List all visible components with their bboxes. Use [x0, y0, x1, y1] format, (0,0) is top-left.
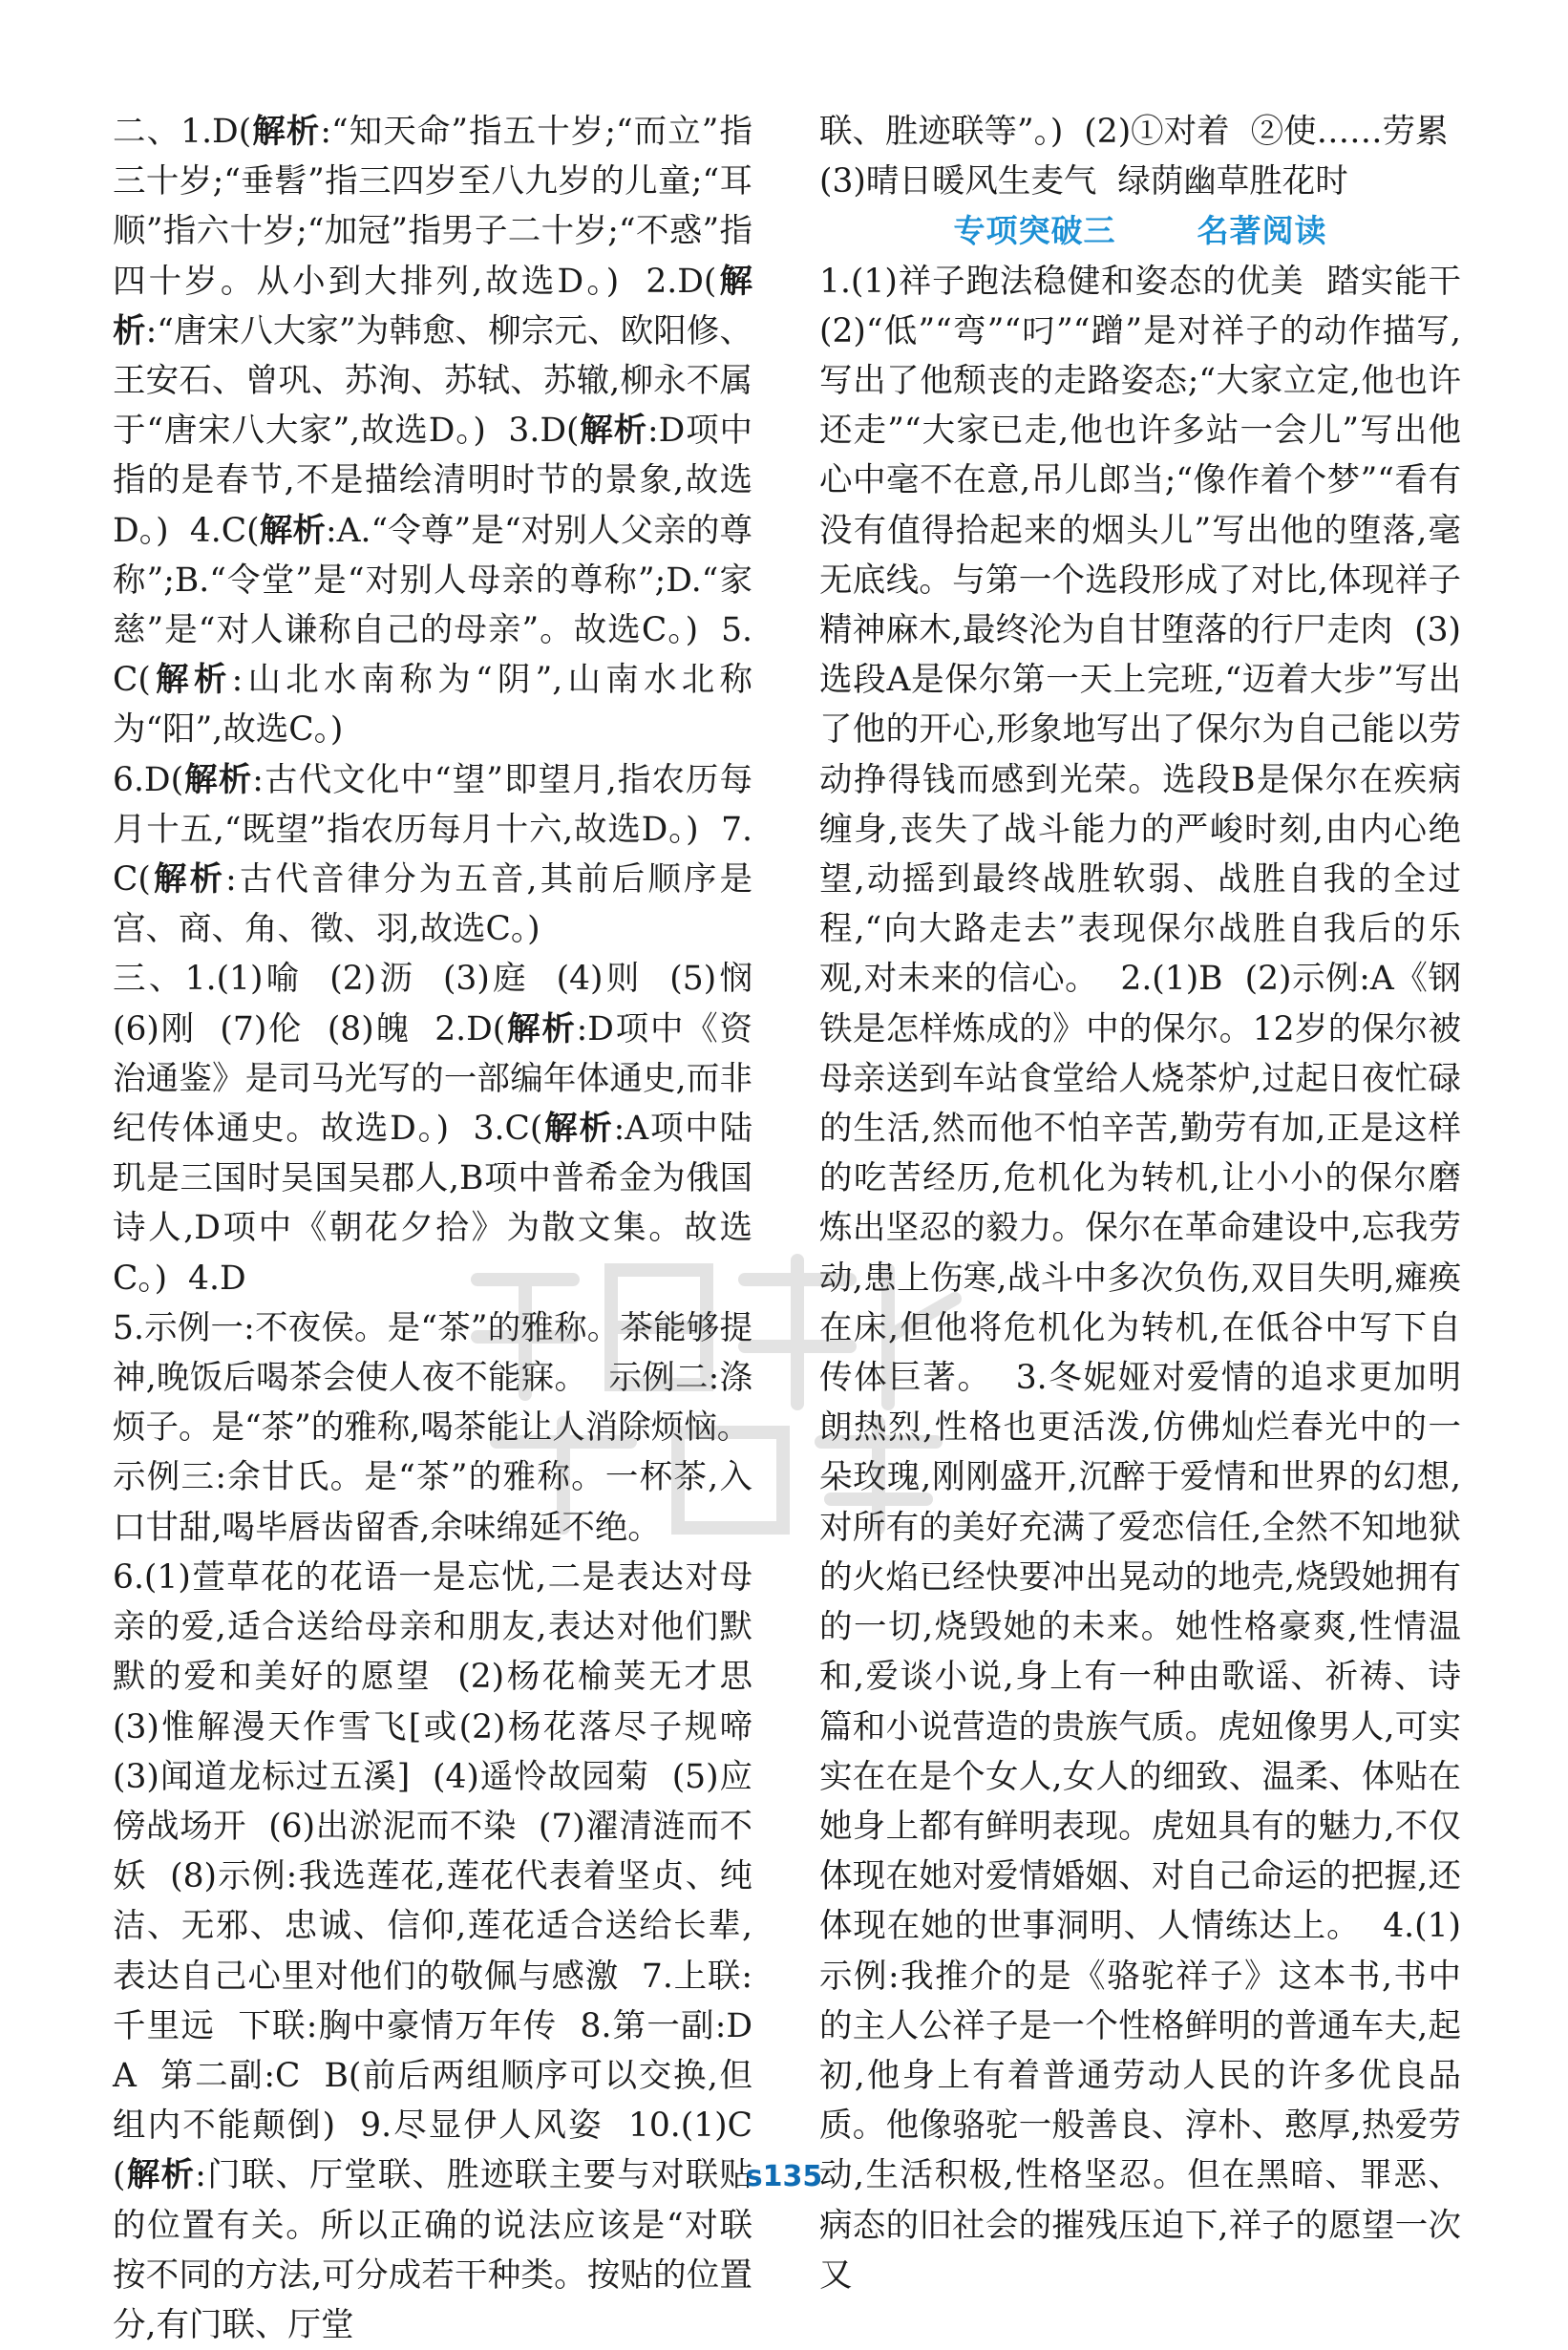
section-title: 专项突破三 名著阅读: [953, 212, 1327, 250]
analysis-label: 解析: [542, 1110, 614, 1149]
analysis-label: 解析: [183, 760, 253, 799]
answer-text: 二、1.D(: [113, 113, 252, 151]
analysis-label: 解析: [150, 860, 226, 900]
analysis-label: 解析: [150, 661, 232, 700]
answer-text: :古代文化中“望”即望月,指农历每月十五,“既望”指农历每月十六,故选D。) 7.C(: [113, 760, 752, 900]
analysis-label: 解析: [579, 412, 647, 451]
analysis-label: 解析: [505, 1009, 577, 1048]
left-column-text: [113, 107, 752, 2350]
answer-text: :山北水南称为“阴”,山南水北称为“阳”,故选C。) 6.D(: [113, 661, 753, 799]
answer-text: :A.“令尊”是“对别人父亲的尊称”;B.“令堂”是“对别人母亲的尊称”;D.“家慈”是“对人谦称自己的母亲”。故选C。) 5.C(: [113, 511, 753, 700]
analysis-label: 解析: [259, 511, 327, 550]
right-column: [819, 107, 1482, 2300]
answer-text: :门联、厅堂联、胜迹联主要与对联贴的位置有关。所以正确的说法应该是“对联按不同的方法,可分成若干种类。按贴的位置分,有门联、厅堂: [113, 2156, 753, 2344]
analysis-label: 解析: [125, 2156, 196, 2195]
left-column: [113, 107, 752, 2350]
answer-text: :“知天命”指五十岁;“而立”指三十岁;“垂髫”指三四岁至八九岁的儿童;“耳顺”指六十岁;“加冠”指男子二十岁;“不惑”指四十岁。从小到大排列,故选D。) 2.D(: [113, 113, 753, 301]
answer-text: :古代音律分为五音,其前后顺序是宫、商、角、徵、羽,故选C。) 三、1.(1)喻 (2)沥 (3)庭 (4)则 (5)悯 (6)刚 (7)伦 (8)魄 2.D(: [113, 860, 753, 1048]
answer-text: :D项中指的是春节,不是描绘清明时节的景象,故选D。) 4.C(: [113, 412, 752, 550]
page-number: s135: [745, 2160, 823, 2193]
right-column-continuation: 联、胜迹联等”。) (2)①对着 ②使……劳累 (3)晴日暖风生麦气 绿荫幽草胜花时: [819, 113, 1449, 201]
analysis-label: 解析: [251, 113, 321, 151]
answer-text: :“唐宋八大家”为韩愈、柳宗元、欧阳修、王安石、曾巩、苏洵、苏轼、苏辙,柳永不属于“唐宋八大家”,故选D。) 3.D(: [113, 311, 753, 451]
answer-text: :D项中《资治通鉴》是司马光写的一部编年体通史,而非纪传体通史。故选D。) 3.C(: [113, 1009, 752, 1149]
right-column-body: 1.(1)祥子跑法稳健和姿态的优美 踏实能干 (2)“低”“弯”“叼”“蹭”是对祥子的动作描写,写出了他颓丧的走路姿态;“大家立定,他也许还走”“大家已走,他也许多站一会儿”写出他心中毫不在意,吊儿郎当;“像作着个梦”“看有没有值得拾起来的烟头儿”写出他的堕落,毫无底线。与第一个选段形成了对比,体现祥子精神麻木,最终沦为自甘堕落的行尸走肉 (3)选段A是保尔第一天上完班,“迈着大步”写出了他的开心,形象地写出了保尔为自己能以劳动挣得钱而感到光荣。选段B是保尔在疾病缠身,丧失了战斗能力的严峻时刻,由内心绝望,动摇到最终战胜软弱、战胜自我的全过程,“向大路走去”表现保尔战胜自我后的乐观,对未来的信心。 2.(1)B (2)示例:A《钢铁是怎样炼成的》中的保尔。12岁的保尔被母亲送到车站食堂给人烧茶炉,过起日夜忙碌的生活,然而他不怕辛苦,勤劳有加,正是这样的吃苦经历,危机化为转机,让小小的保尔磨炼出坚忍的毅力。保尔在革命建设中,忘我劳动,患上伤寒,战斗中多次负伤,双目失明,瘫痪在床,但他将危机化为转机,在低谷中写下自传体巨著。 3.冬妮娅对爱情的追求更加明朗热烈,性格也更活泼,仿佛灿烂春光中的一朵玫瑰,刚刚盛开,沉醉于爱情和世界的幻想,对所有的美好充满了爱恋信任,全然不知地狱的火焰已经快要冲出晃动的地壳,烧毁她拥有的一切,烧毁她的未来。她性格豪爽,性情温和,爱谈小说,身上有一种由歌谣、祈祷、诗篇和小说营造的贵族气质。虎妞像男人,可实实在在是个女人,女人的细致、温柔、体贴在她身上都有鲜明表现。虎妞具有的魅力,不仅体现在她对爱情婚姻、对自己命运的把握,还体现在她的世事洞明、人情练达上。 4.(1)示例:我推介的是《骆驼祥子》这本书,书中的主人公祥子是一个性格鲜明的普通车夫,起初,他身上有着普通劳动人民的许多优良品质。他像骆驼一般善良、淳朴、憨厚,热爱劳动,生活积极,性格坚忍。但在黑暗、罪恶、病态的旧社会的摧残压迫下,祥子的愿望一次又: [819, 262, 1482, 2295]
answer-text: :A项中陆玑是三国时吴国吴郡人,B项中普希金为俄国诗人,D项中《朝花夕拾》为散文集。故选C。) 4.D 5.示例一:不夜侯。是“茶”的雅称。茶能够提神,晚饭后喝茶会使人夜不能寐。 示例二:涤烦子。是“茶”的雅称,喝茶能让人消除烦恼。 示例三:余甘氏。是“茶”的雅称。一杯茶,入口甘甜,喝毕唇齿留香,余味绵延不绝。 6.(1)萱草花的花语一是忘忧,二是表达对母亲的爱,适合送给母亲和朋友,表达对他们默默的爱和美好的愿望 (2)杨花榆荚无才思 (3)惟解漫天作雪飞[或(2)杨花落尽子规啼 (3)闻道龙标过五溪] (4)遥怜故园菊 (5)应傍战场开 (6)出淤泥而不染 (7)濯清涟而不妖 (8)示例:我选莲花,莲花代表着坚贞、纯洁、无邪、忠诚、信仰,莲花适合送给长辈,表达自己心里对他们的敬佩与感激 7.上联:千里远 下联:胸中豪情万年传 8.第一副:D A 第二副:C B(前后两组顺序可以交换,但组内不能颠倒) 9.尽显伊人风姿 10.(1)C(: [113, 1110, 752, 2195]
analysis-label: 解析: [113, 262, 752, 350]
